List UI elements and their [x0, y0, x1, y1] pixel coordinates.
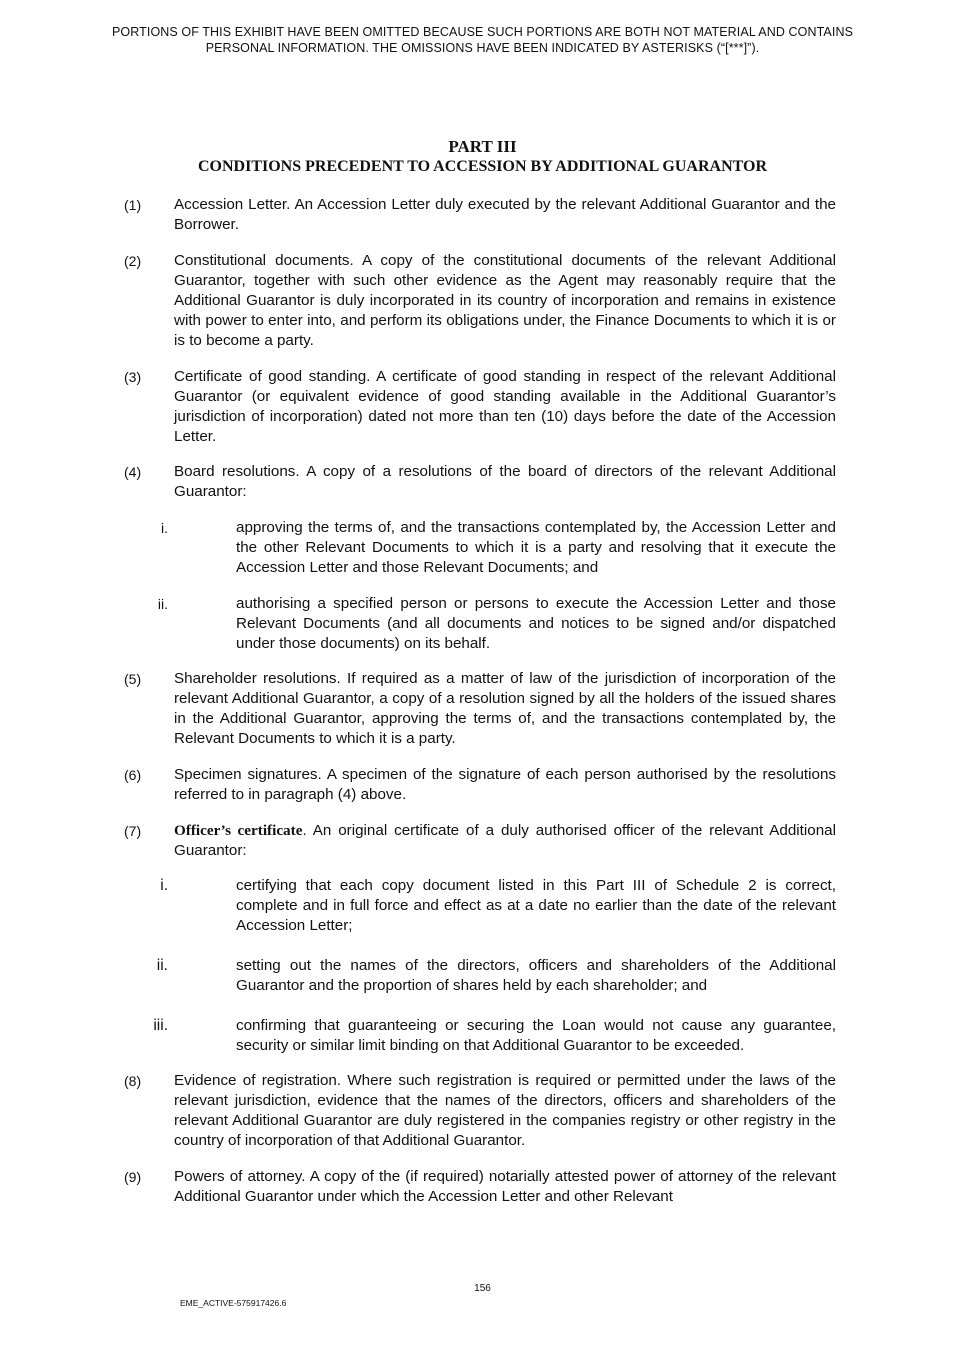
item-heading: Shareholder resolutions. — [174, 670, 341, 687]
part-title: PART III — [448, 137, 517, 156]
item-text: A copy of the constitutional documents of the relevant Additional Guarantor, together with such other evidence as the Agent may reasonably require that the Additional Guarantor is duly incorporated in its country of incorporation and remains in existence with power to enter into, and perform its obligations under, the Finance Documents to which it is or is to become a party. — [174, 252, 836, 349]
condition-item-good-standing — [124, 367, 836, 447]
item-number: (5) — [124, 671, 142, 687]
item-heading: Officer’s certificate — [174, 822, 303, 839]
item-number: (4) — [124, 464, 142, 480]
document-id: EME_ACTIVE-575917426.6 — [180, 1298, 287, 1308]
condition-item-evidence-of-registration — [124, 1071, 836, 1151]
item-number: (6) — [124, 767, 142, 783]
item-text: A copy of a resolutions of the board of directors of the relevant Additional Guarantor: — [174, 463, 836, 500]
item-text: An Accession Letter duly executed by the relevant Additional Guarantor and the Borrower. — [174, 196, 837, 233]
item-number: (1) — [124, 197, 142, 213]
item-number: (8) — [124, 1073, 142, 1089]
item-text: A copy of the (if required) notarially attested power of attorney of the relevant Additional Guarantor under which the Accession Letter and other Relevant — [174, 1168, 837, 1205]
item-body — [174, 821, 836, 861]
item-heading: Powers of attorney. — [174, 1168, 306, 1185]
item-heading: Evidence of registration. — [174, 1072, 342, 1089]
officer-subitem — [150, 956, 836, 996]
item-body — [174, 1167, 836, 1207]
item-body — [174, 367, 836, 447]
item-body — [174, 462, 836, 502]
item-heading: Certificate of good standing. — [174, 368, 371, 385]
item-body — [174, 669, 836, 749]
item-heading: Specimen signatures. — [174, 766, 322, 783]
officer-subitem — [150, 876, 836, 936]
subitem-text: certifying that each copy document listed in this Part III of Schedule 2 is correct, complete and in full force and effect as at a date no earlier than the date of the relevant Accession Letter; — [236, 877, 836, 934]
officer-subitem — [150, 1016, 836, 1056]
item-text: Where such registration is required or permitted under the laws of the relevant jurisdiction, evidence that the names of the directors, officers and shareholders of the relevant Additional Guarantor are duly registered in the companies registry or other registry in the country of incorporation of that Additional Guarantor. — [174, 1072, 836, 1149]
item-heading: Board resolutions. — [174, 463, 300, 480]
subitem-number: ii. — [156, 957, 168, 974]
subitem-text: confirming that guaranteeing or securing the Loan would not cause any guarantee, security or similar limit binding on that Additional Guarantor to be exceeded. — [236, 1017, 836, 1054]
board-subitem — [150, 594, 836, 654]
item-heading: Constitutional documents. — [174, 252, 354, 269]
condition-item-constitutional-documents — [124, 251, 836, 351]
item-number: (7) — [124, 823, 142, 839]
item-body — [174, 251, 836, 351]
item-body — [174, 195, 836, 235]
subitem-number: ii. — [157, 596, 168, 612]
condition-item-officers-certificate — [124, 821, 836, 861]
condition-item-shareholder-resolutions — [124, 669, 836, 749]
condition-item-powers-of-attorney — [124, 1167, 836, 1207]
item-number: (3) — [124, 369, 142, 385]
condition-item-specimen-signatures — [124, 765, 836, 805]
item-heading: Accession Letter. — [174, 196, 291, 213]
item-body — [174, 765, 836, 805]
item-text: If required as a matter of law of the jurisdiction of incorporation of the relevant Additional Guarantor, a copy of a resolution signed by all the holders of the issued shares in the Additional Guarantor, approving the terms of, and the transactions contemplated by, the Relevant Documents to which it is a party. — [174, 670, 836, 747]
board-subitem — [150, 518, 836, 578]
part-subtitle: CONDITIONS PRECEDENT TO ACCESSION BY ADDITIONAL GUARANTOR — [197, 158, 768, 175]
item-text: A specimen of the signature of each person authorised by the resolutions referred to in paragraph (4) above. — [174, 766, 837, 803]
subitem-number: i. — [160, 877, 168, 894]
subitem-number: i. — [161, 520, 168, 536]
subitem-number: iii. — [153, 1017, 168, 1034]
item-number: (9) — [124, 1169, 142, 1185]
omission-notice: PORTIONS OF THIS EXHIBIT HAVE BEEN OMITTED BECAUSE SUCH PORTIONS ARE BOTH NOT MATERIAL AND CONTAINS PERSONAL INFORMATION. THE OMISSIONS HAVE BEEN INDICATED BY ASTERISKS (“[***]”). — [111, 25, 854, 55]
item-text: . An original certificate of a duly authorised officer of the relevant Additional Guarantor: — [174, 822, 836, 859]
subitem-text: authorising a specified person or persons to execute the Accession Letter and those Relevant Documents (and all documents and notices to be signed and/or dispatched under those documents) on its behalf. — [236, 595, 836, 652]
item-text: A certificate of good standing in respect of the relevant Additional Guarantor (or equivalent evidence of good standing available in the Additional Guarantor’s jurisdiction of incorporation) dated not more than ten (10) days before the date of the Accession Letter. — [174, 368, 836, 445]
item-number: (2) — [124, 253, 142, 269]
subitem-text: setting out the names of the directors, officers and shareholders of the Additional Guarantor and the proportion of shares held by each shareholder; and — [236, 957, 836, 994]
subitem-text: approving the terms of, and the transactions contemplated by, the Accession Letter and the other Relevant Documents to which it is a party and resolving that it execute the Accession Letter and those Relevant Documents; and — [236, 519, 836, 576]
page-number: 156 — [474, 1283, 491, 1294]
condition-item-accession-letter — [124, 195, 836, 235]
item-body — [174, 1071, 836, 1151]
condition-item-board-resolutions — [124, 462, 836, 502]
